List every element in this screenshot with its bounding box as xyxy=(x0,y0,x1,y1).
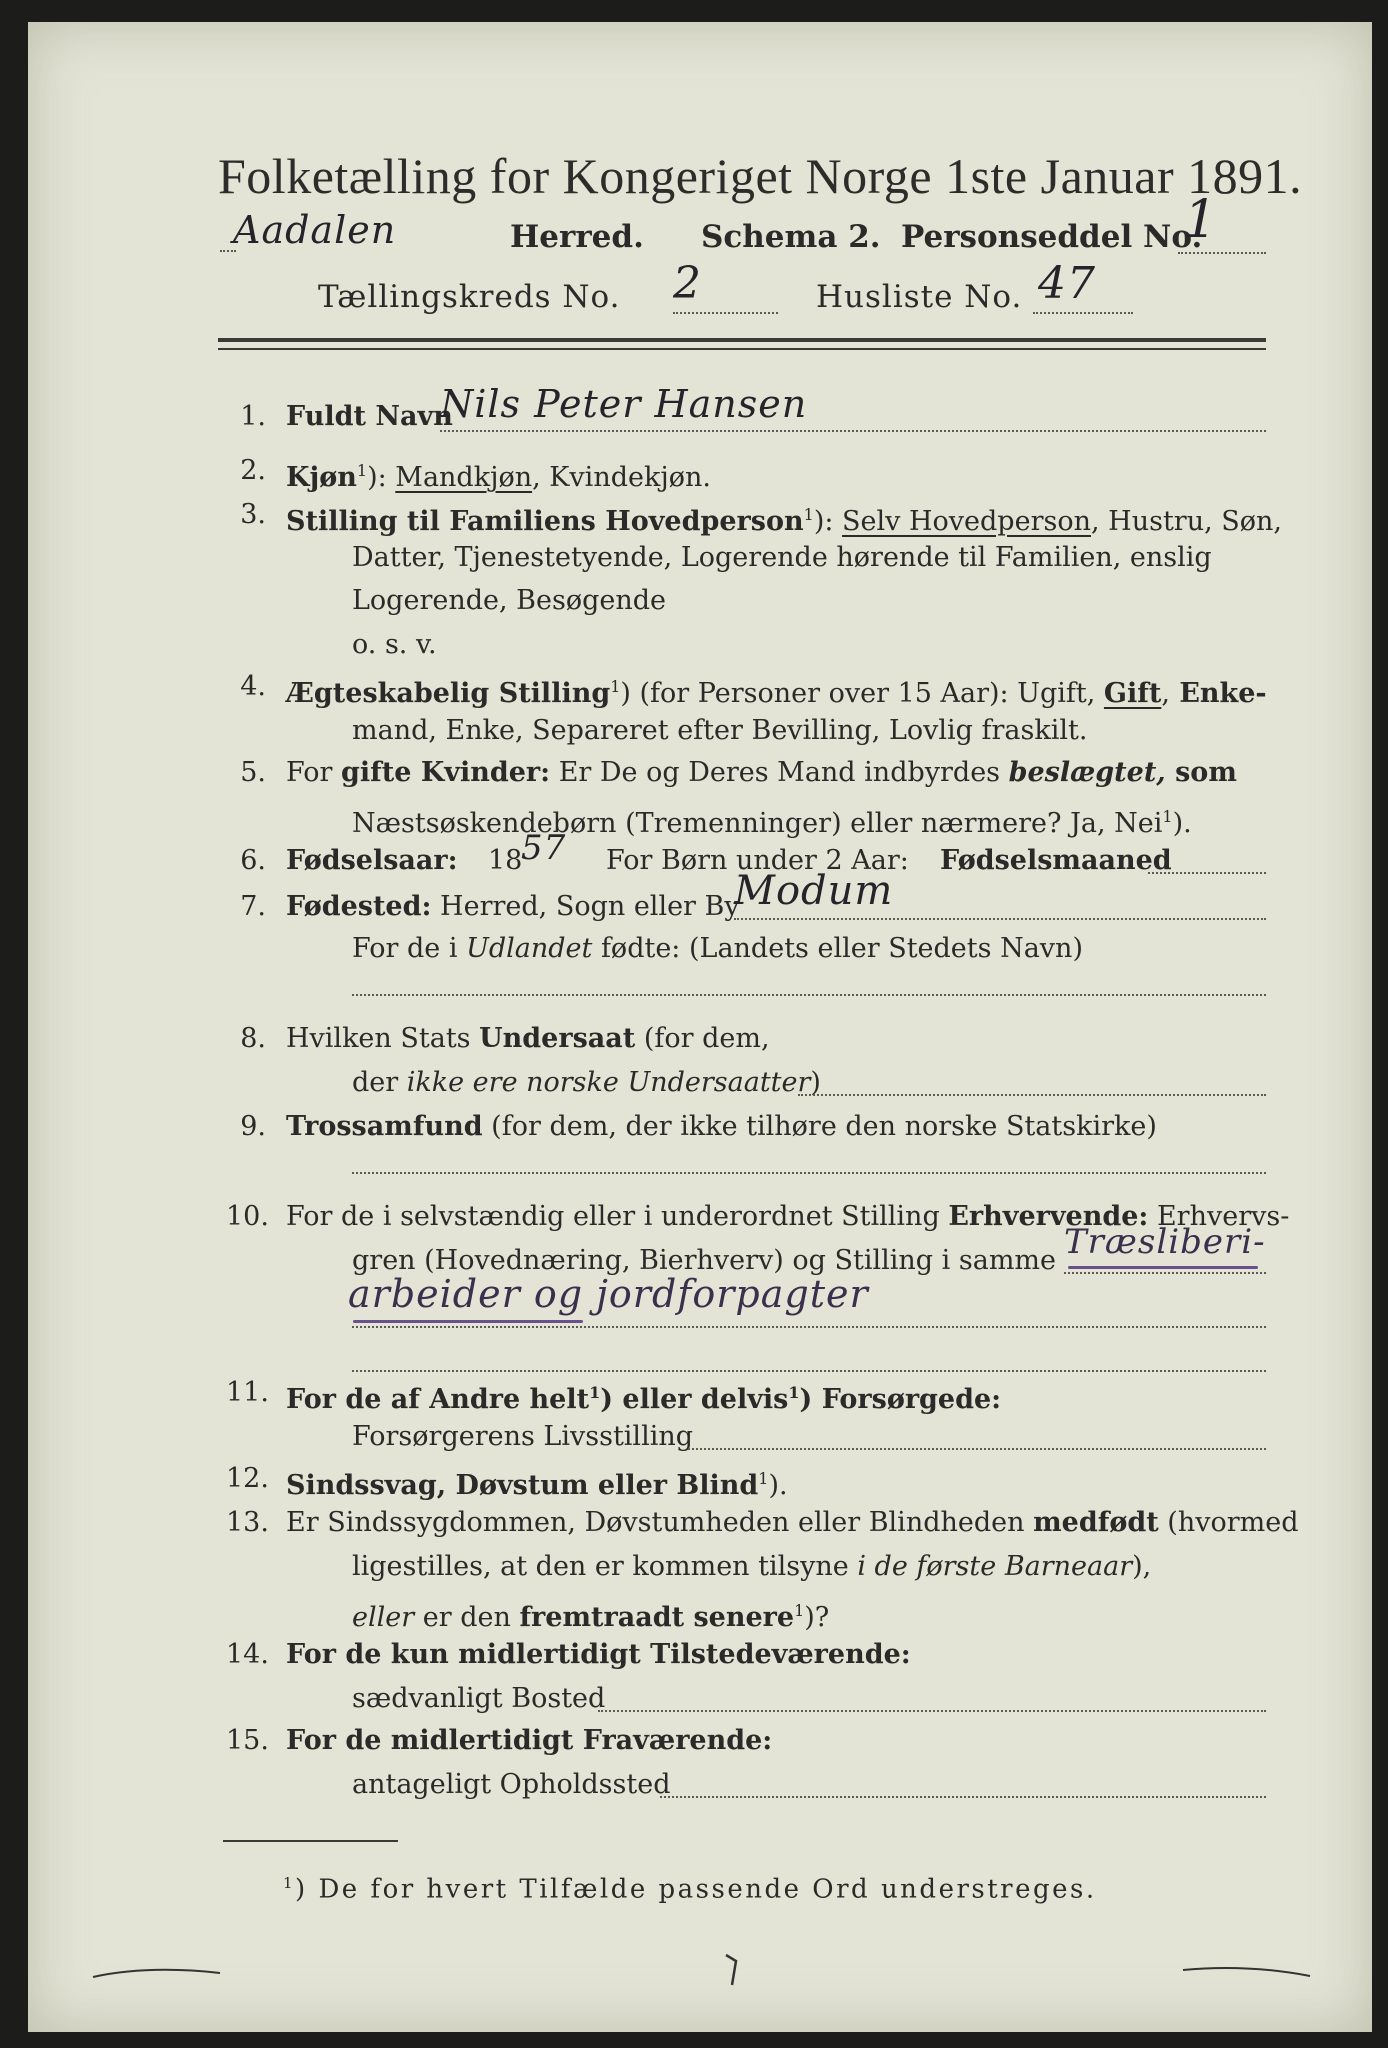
q14-label: For de kun midlertidigt Tilstedeværende: xyxy=(286,1639,911,1670)
q5-sup: 1 xyxy=(1162,807,1173,826)
husliste-dots xyxy=(1033,312,1133,314)
q11-number: 11. xyxy=(226,1377,269,1408)
q10-occupation-value-1: Træsliberi- xyxy=(1064,1222,1266,1262)
q13-sup: 1 xyxy=(794,1601,805,1620)
q8-number: 8. xyxy=(240,1023,266,1054)
q3-line-2: Datter, Tjenestetyende, Logerende hørende til Familien, enslig xyxy=(352,542,1212,573)
q6-year-prefix: 18 xyxy=(488,845,523,876)
q1-label: Fuldt Navn xyxy=(286,401,453,432)
herred-value: Aadalen xyxy=(233,208,397,252)
q3-rest: , Hustru, Søn, xyxy=(1090,506,1282,537)
q15-label: For de midlertidigt Fraværende: xyxy=(286,1725,773,1756)
q4-enke: Enke- xyxy=(1169,678,1267,709)
q9-text: (for dem, der ikke tilhøre den norske Statskirke) xyxy=(482,1111,1157,1142)
q7-line-1 xyxy=(286,890,740,924)
q7-line2-a: For de i xyxy=(352,933,467,964)
q7-line2-dots xyxy=(352,994,1266,996)
q2-rest: , Kvindekjøn. xyxy=(532,462,711,493)
q13-text2: (hvormed xyxy=(1158,1507,1299,1538)
kreds-label: Tællingskreds No. xyxy=(318,279,621,315)
q7-line2-b: fødte: (Landets eller Stedets Navn) xyxy=(592,933,1083,964)
q14-line-2: sædvanligt Bosted xyxy=(352,1683,606,1714)
q10-value2-underline xyxy=(353,1320,583,1323)
q13-line-1 xyxy=(286,1506,1299,1540)
q5-som: som xyxy=(1165,757,1237,788)
q5-number: 5. xyxy=(240,757,266,788)
q7-label: Fødested: xyxy=(286,891,432,922)
q6-text: For Børn under 2 Aar: xyxy=(606,845,909,876)
q11-end: ) Forsørgede: xyxy=(799,1384,1002,1415)
q4-sup: 1 xyxy=(610,677,621,696)
q3-number: 3. xyxy=(240,499,266,530)
schema-label: Schema 2. xyxy=(701,219,881,255)
q11-dots xyxy=(688,1448,1266,1450)
q7-udlandet: Udlandet xyxy=(466,933,593,964)
q8-text1: Hvilken Stats xyxy=(286,1023,480,1054)
q8-line2-a: der xyxy=(352,1067,407,1098)
q13-line2-b: ), xyxy=(1132,1551,1152,1582)
q7-text: Herred, Sogn eller By xyxy=(431,891,740,922)
q8-line-1 xyxy=(286,1022,770,1056)
q13-number: 13. xyxy=(226,1507,269,1538)
q10-line4-dots xyxy=(352,1370,1266,1372)
q13-line2-a: ligestilles, at den er kommen tilsyne xyxy=(352,1551,858,1582)
q1-number: 1. xyxy=(240,401,266,432)
q13-eller: eller xyxy=(352,1602,415,1633)
q4-selected-option: Gift xyxy=(1103,678,1162,709)
q3-line-1 xyxy=(286,498,1282,539)
personseddel-dots xyxy=(1178,252,1266,254)
q8-text2: (for dem, xyxy=(635,1023,770,1054)
personseddel-label: Personseddel No. xyxy=(901,219,1203,255)
husliste-label: Husliste No. xyxy=(816,279,1023,315)
q3-suffix: ): xyxy=(813,506,834,537)
q15-number: 15. xyxy=(226,1725,269,1756)
q11-line-1 xyxy=(286,1376,1001,1417)
q3-sup: 1 xyxy=(803,505,814,524)
q5-pre: For xyxy=(286,757,342,788)
q11-line-2: Forsørgerens Livsstilling xyxy=(352,1421,694,1452)
q10-text2: Erhvervs- xyxy=(1148,1201,1290,1232)
q6-label: Fødselsaar: xyxy=(286,845,458,876)
q5-text: Er De og Deres Mand indbyrdes xyxy=(550,757,1009,788)
q3-line-3: Logerende, Besøgende xyxy=(352,585,666,616)
q4-number: 4. xyxy=(240,671,266,702)
q2-suffix: ): xyxy=(367,462,387,493)
personseddel-value: 1 xyxy=(1184,190,1219,250)
q3-line-4: o. s. v. xyxy=(352,629,437,660)
q9-line xyxy=(286,1110,1157,1144)
q11-sup2: 1 xyxy=(788,1383,800,1402)
ink-mark-right xyxy=(1178,1954,1318,1984)
q15-line-2: antageligt Opholdssted xyxy=(352,1769,671,1800)
q4-line-2: mand, Enke, Separeret efter Bevilling, Lovlig fraskilt. xyxy=(352,715,1088,746)
q13-line3-end: )? xyxy=(804,1602,830,1633)
form-title: Folketælling for Kongeriget Norge 1ste Januar 1891. xyxy=(218,148,1303,204)
q9-number: 9. xyxy=(240,1111,266,1142)
q7-line-2 xyxy=(352,932,1083,966)
q15-dots xyxy=(660,1796,1266,1798)
header-rule-1 xyxy=(218,338,1266,342)
q5-label: gifte Kvinder: xyxy=(341,757,551,788)
q10-text1: For de i selvstændig eller i underordnet Stilling xyxy=(286,1201,949,1232)
q8-line2-b: ) xyxy=(810,1067,821,1098)
q5-line-1 xyxy=(286,756,1237,790)
q10-line3-dots xyxy=(352,1326,1266,1328)
q1-dots xyxy=(440,430,1266,432)
q13-line-3 xyxy=(352,1594,829,1635)
q4-label: Ægteskabelig Stilling xyxy=(286,678,611,709)
q10-value1-underline xyxy=(1068,1266,1258,1269)
census-form-sheet xyxy=(28,22,1372,2032)
q5-question: Næstsøskendebørn (Tremenninger) eller nærmere? Ja, Nei xyxy=(352,808,1163,839)
q9-label: Trossamfund xyxy=(286,1111,483,1142)
q8-dots xyxy=(798,1094,1266,1096)
q13-line2-italic: i de første Barneaar xyxy=(857,1551,1133,1582)
kreds-dots xyxy=(673,312,778,314)
q4-comma: , xyxy=(1161,678,1170,709)
q11-mid: ) eller delvis xyxy=(600,1384,789,1415)
q9-dots xyxy=(352,1172,1266,1174)
q14-number: 14. xyxy=(226,1639,269,1670)
q6-number: 6. xyxy=(240,845,266,876)
q2-sup: 1 xyxy=(356,461,368,480)
q8-italic: ikke ere norske Undersaatter xyxy=(406,1067,811,1098)
q12-end: ). xyxy=(768,1470,788,1501)
footnote-sup: 1 xyxy=(283,1874,296,1892)
ink-mark-left xyxy=(88,1957,228,1987)
q6-label2: Fødselsmaaned xyxy=(940,845,1172,876)
q3-selected-option: Selv Hovedperson xyxy=(842,506,1091,537)
ink-mark-center xyxy=(718,1947,748,1992)
q10-label: Erhvervende: xyxy=(948,1201,1149,1232)
q10-line2-dots xyxy=(1064,1272,1266,1274)
q2-selected-option: Mandkjøn xyxy=(395,462,533,493)
q7-number: 7. xyxy=(240,891,266,922)
husliste-value: 47 xyxy=(1038,258,1096,309)
q2-number: 2. xyxy=(240,455,266,486)
q13-text1: Er Sindssygdommen, Døvstumheden eller Blindheden xyxy=(286,1507,1034,1538)
q8-label: Undersaat xyxy=(479,1023,636,1054)
header-rule-2 xyxy=(218,348,1266,350)
q13-line3-a: er den xyxy=(414,1602,520,1633)
footnote-rule xyxy=(223,1840,398,1842)
herred-label: Herred. xyxy=(510,219,644,255)
footnote-text: ) De for hvert Tilfælde passende Ord understreges. xyxy=(295,1874,1097,1905)
q2-label: Kjøn xyxy=(286,462,357,493)
q2-line xyxy=(286,454,711,495)
q12-sup: 1 xyxy=(758,1469,769,1488)
q6-dots xyxy=(1148,872,1266,874)
footnote xyxy=(283,1874,1097,1905)
q11-label1: For de af Andre helt xyxy=(286,1384,590,1415)
q12-number: 12. xyxy=(226,1463,269,1494)
q13-label: medfødt xyxy=(1033,1507,1159,1538)
q6-year-value: 57 xyxy=(521,828,567,868)
q4-text: ) (for Personer over 15 Aar): Ugift, xyxy=(620,678,1104,709)
q5-line-2 xyxy=(352,800,1192,841)
q13-line3-bold: fremtraadt senere xyxy=(519,1602,795,1633)
q12-line xyxy=(286,1462,788,1503)
q12-label: Sindssvag, Døvstum eller Blind xyxy=(286,1470,759,1501)
q4-line-1 xyxy=(286,670,1267,711)
q5-beslaegtet: beslægtet, xyxy=(1008,757,1166,788)
q1-name-value: Nils Peter Hansen xyxy=(440,382,808,426)
q7-birthplace-value: Modum xyxy=(734,868,894,914)
q10-line-2: gren (Hovednæring, Bierhverv) og Stilling i samme xyxy=(352,1245,1057,1276)
q10-number: 10. xyxy=(226,1201,269,1232)
q5-end: ). xyxy=(1172,808,1192,839)
q8-line-2 xyxy=(352,1066,821,1100)
q13-line-2 xyxy=(352,1550,1151,1584)
q7-dots xyxy=(734,918,1266,920)
q14-dots xyxy=(598,1710,1266,1712)
q3-label: Stilling til Familiens Hovedperson xyxy=(286,506,804,537)
q11-sup1: 1 xyxy=(589,1383,601,1402)
kreds-value: 2 xyxy=(673,258,702,309)
q10-occupation-value-2: arbeider og jordforpagter xyxy=(348,1272,869,1316)
